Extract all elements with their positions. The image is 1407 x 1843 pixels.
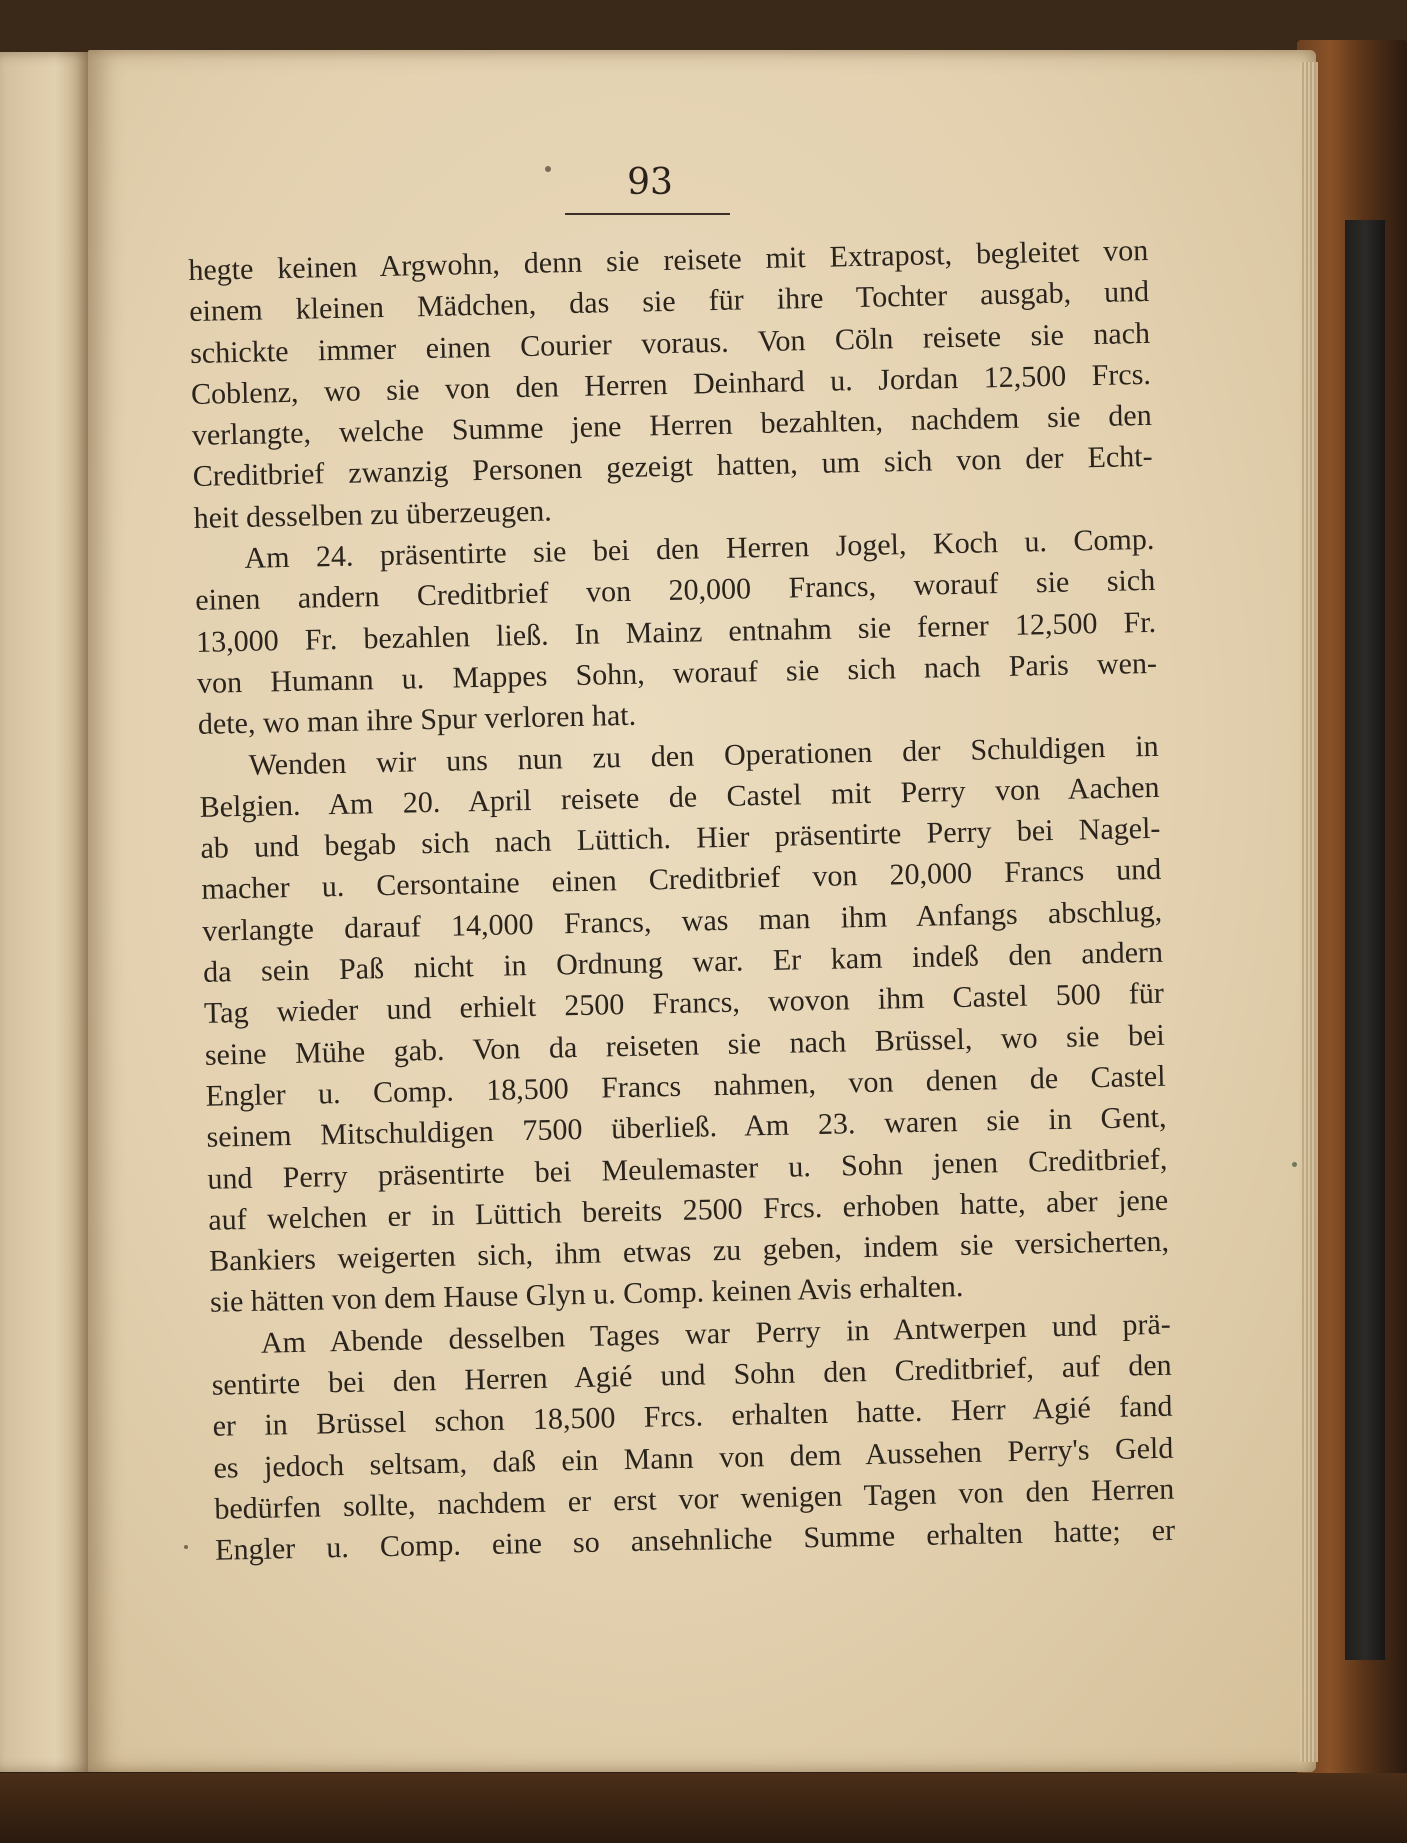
text-line: Engler u. Comp. eine so ansehnliche Summe erhalten hatte; er xyxy=(214,1513,1176,1567)
text-line: sie hätten von dem Hause Glyn u. Comp. keinen Avis erhalten. xyxy=(209,1270,964,1320)
text-line: da sein Paß nicht in Ordnung war. Er kam indeß den andern xyxy=(202,935,1164,989)
text-line: er in Brüssel schon 18,500 Frcs. erhalten hatte. Herr Agié fand xyxy=(212,1389,1173,1444)
text-line: Coblenz, wo sie von den Herren Deinhard u. Jordan 12,500 Frcs. xyxy=(190,357,1152,411)
text-line: dete, wo man ihre Spur verloren hat. xyxy=(197,698,637,742)
page-number: 93 xyxy=(627,162,673,203)
text-line: heit desselben zu überzeugen. xyxy=(193,494,553,535)
book-cover-bottom xyxy=(0,1773,1407,1843)
page-stack-edge xyxy=(1300,62,1318,1762)
text-line: Engler u. Comp. 18,500 Francs nahmen, von denen de Castel xyxy=(205,1059,1166,1113)
text-line: Belgien. Am 20. April reisete de Castel mit Perry von Aachen xyxy=(199,770,1160,824)
text-line: Tag wieder und erhielt 2500 Francs, wovon ihm Castel 500 für xyxy=(203,977,1165,1031)
text-line: bedürfen sollte, nachdem er erst vor wenigen Tagen von den Herren xyxy=(214,1472,1175,1526)
text-line: auf welchen er in Lüttich bereits 2500 Frcs. erhoben hatte, aber jene xyxy=(207,1183,1169,1237)
text-line: es jedoch seltsam, daß ein Mann von dem Aussehen Perry's Geld xyxy=(213,1431,1174,1485)
text-line: und Perry präsentirte bei Meulemaster u. Sohn jenen Creditbrief, xyxy=(207,1142,1168,1196)
text-line: von Humann u. Mappes Sohn, worauf sie sich nach Paris wen- xyxy=(196,646,1158,700)
text-line: Creditbrief zwanzig Personen gezeigt hatten, um sich von der Echt- xyxy=(192,440,1153,494)
text-line: macher u. Cersontaine einen Creditbrief von 20,000 Francs und xyxy=(201,853,1162,907)
text-line: schickte immer einen Courier voraus. Von Cöln reisete sie nach xyxy=(189,316,1151,370)
text-line: seinem Mitschuldigen 7500 überließ. Am 23. waren sie in Gent, xyxy=(206,1100,1167,1155)
body-text xyxy=(188,230,1175,1571)
text-line: einem kleinen Mädchen, das sie für ihre Tochter ausgab, und xyxy=(188,275,1150,329)
text-line: verlangte darauf 14,000 Francs, was man ihm Anfangs abschlug, xyxy=(201,894,1163,948)
text-line: 13,000 Fr. bezahlen ließ. In Mainz entnahm sie ferner 12,500 Fr. xyxy=(195,605,1157,659)
text-line: ab und begab sich nach Lüttich. Hier präsentirte Perry bei Nagel- xyxy=(200,811,1161,866)
text-line: Am 24. präsentirte sie bei den Herren Jogel, Koch u. Comp. xyxy=(244,522,1155,575)
text-line: Wenden wir uns nun zu den Operationen der Schuldigen in xyxy=(248,729,1159,782)
text-line: Bankiers weigerten sich, ihm etwas zu geben, indem sie versicherten, xyxy=(208,1224,1170,1278)
text-line: hegte keinen Argwohn, denn sie reisete mit Extrapost, begleitet von xyxy=(188,233,1149,287)
facing-page-edge xyxy=(0,52,92,1772)
header-rule xyxy=(565,213,730,215)
ink-speck xyxy=(184,1545,188,1549)
text-line: sentirte bei den Herren Agié und Sohn den Creditbrief, auf den xyxy=(211,1348,1172,1402)
text-line: seine Mühe gab. Von da reiseten sie nach Brüssel, wo sie bei xyxy=(204,1018,1165,1072)
text-line: einen andern Creditbrief von 20,000 Francs, worauf sie sich xyxy=(195,564,1156,618)
text-line: verlangte, welche Summe jene Herren bezahlten, nachdem sie den xyxy=(191,399,1153,453)
ink-speck xyxy=(1292,1162,1297,1167)
ink-speck xyxy=(545,166,551,172)
book-spine-stripe xyxy=(1345,220,1385,1660)
text-line: Am Abende desselben Tages war Perry in Antwerpen und prä- xyxy=(260,1307,1172,1360)
